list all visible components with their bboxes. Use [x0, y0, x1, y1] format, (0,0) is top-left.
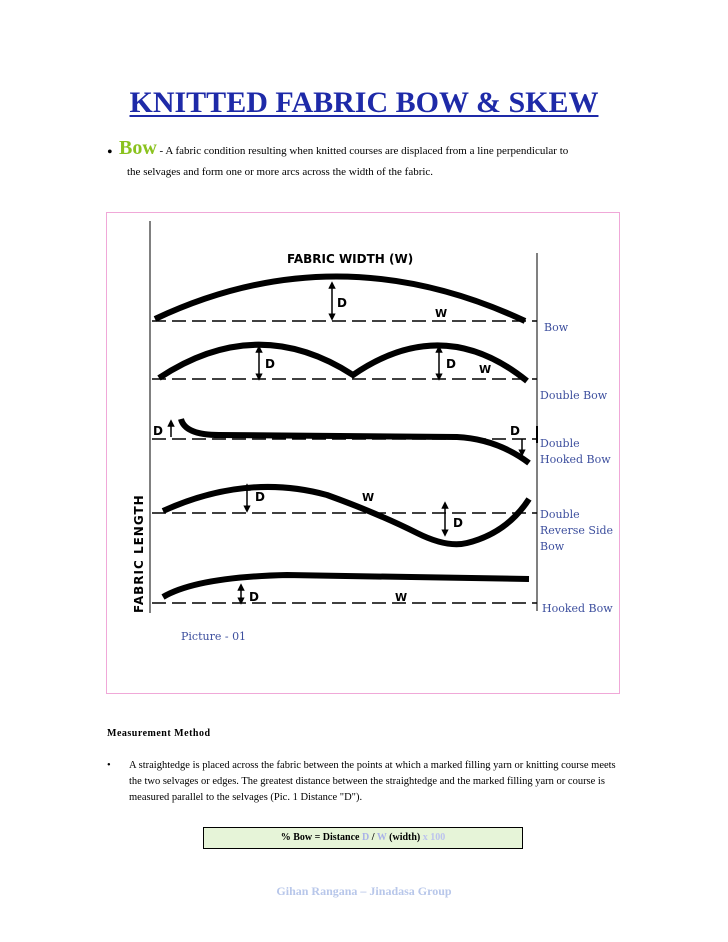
- marked-course: [163, 575, 529, 597]
- d-label: D: [153, 424, 163, 438]
- d-label: D: [446, 357, 456, 371]
- term-bow: Bow: [119, 137, 157, 159]
- formula-w: W: [376, 832, 387, 843]
- measurement-heading: Measurement Method: [107, 728, 211, 739]
- w-label: W: [479, 363, 492, 376]
- definition-line1: A fabric condition resulting when knitted courses are displaced from a line perpendicular to: [165, 145, 569, 157]
- definition-line2: the selvages and form one or more arcs across the width of the fabric.: [127, 166, 434, 178]
- bow-type-label: Bow: [540, 540, 565, 553]
- fabric-length-label: FABRIC LENGTH: [132, 494, 146, 613]
- formula-d: D: [361, 832, 370, 843]
- marked-course: [163, 487, 529, 544]
- bullet: •: [107, 760, 111, 771]
- w-label: W: [362, 491, 375, 504]
- d-label: D: [337, 296, 347, 310]
- formula-multiplier: x 100: [422, 832, 446, 843]
- bow-diagram-figure: [106, 212, 620, 694]
- w-label: W: [435, 307, 448, 320]
- bow-type-label: Reverse Side: [540, 524, 614, 537]
- bow-type-label: Bow: [544, 321, 569, 334]
- bow-type-label: Hooked Bow: [540, 453, 611, 466]
- bow-type-label: Double: [540, 508, 580, 521]
- marked-course: [159, 345, 527, 381]
- d-label: D: [249, 590, 259, 604]
- bullet: •: [107, 144, 113, 161]
- figure-caption: Picture - 01: [181, 630, 247, 643]
- measurement-text: A straightedge is placed across the fabric between the points at which a marked filling yarn or knitting course meets the two selvages or edges. The greatest distance between the straightedge and the marked filling yarn or course is measured parallel to the selvages (Pic. 1 Distance "D").: [129, 760, 616, 803]
- w-label: W: [395, 591, 408, 604]
- bow-formula-box: % Bow = Distance D / W (width) x 100: [203, 827, 523, 849]
- d-label: D: [510, 424, 520, 438]
- bow-type-label: Double Bow: [540, 389, 608, 402]
- bow-row: [152, 276, 569, 334]
- bow-type-label: Double: [540, 437, 580, 450]
- d-label: D: [265, 357, 275, 371]
- fabric-width-label: FABRIC WIDTH (W): [287, 252, 414, 266]
- double-bow-row: [152, 345, 608, 402]
- double-reverse-side-bow-row: [152, 487, 613, 553]
- bow-diagram: [107, 213, 621, 695]
- marked-course: [181, 419, 529, 463]
- d-label: D: [453, 516, 463, 530]
- footer-credit: Gihan Rangana – Jinadasa Group: [276, 884, 452, 898]
- d-label: D: [255, 490, 265, 504]
- double-hooked-bow-row: [152, 419, 611, 466]
- page-title: KNITTED FABRIC BOW & SKEW: [129, 86, 599, 119]
- hooked-bow-row: [152, 575, 613, 615]
- bow-type-label: Hooked Bow: [542, 602, 613, 615]
